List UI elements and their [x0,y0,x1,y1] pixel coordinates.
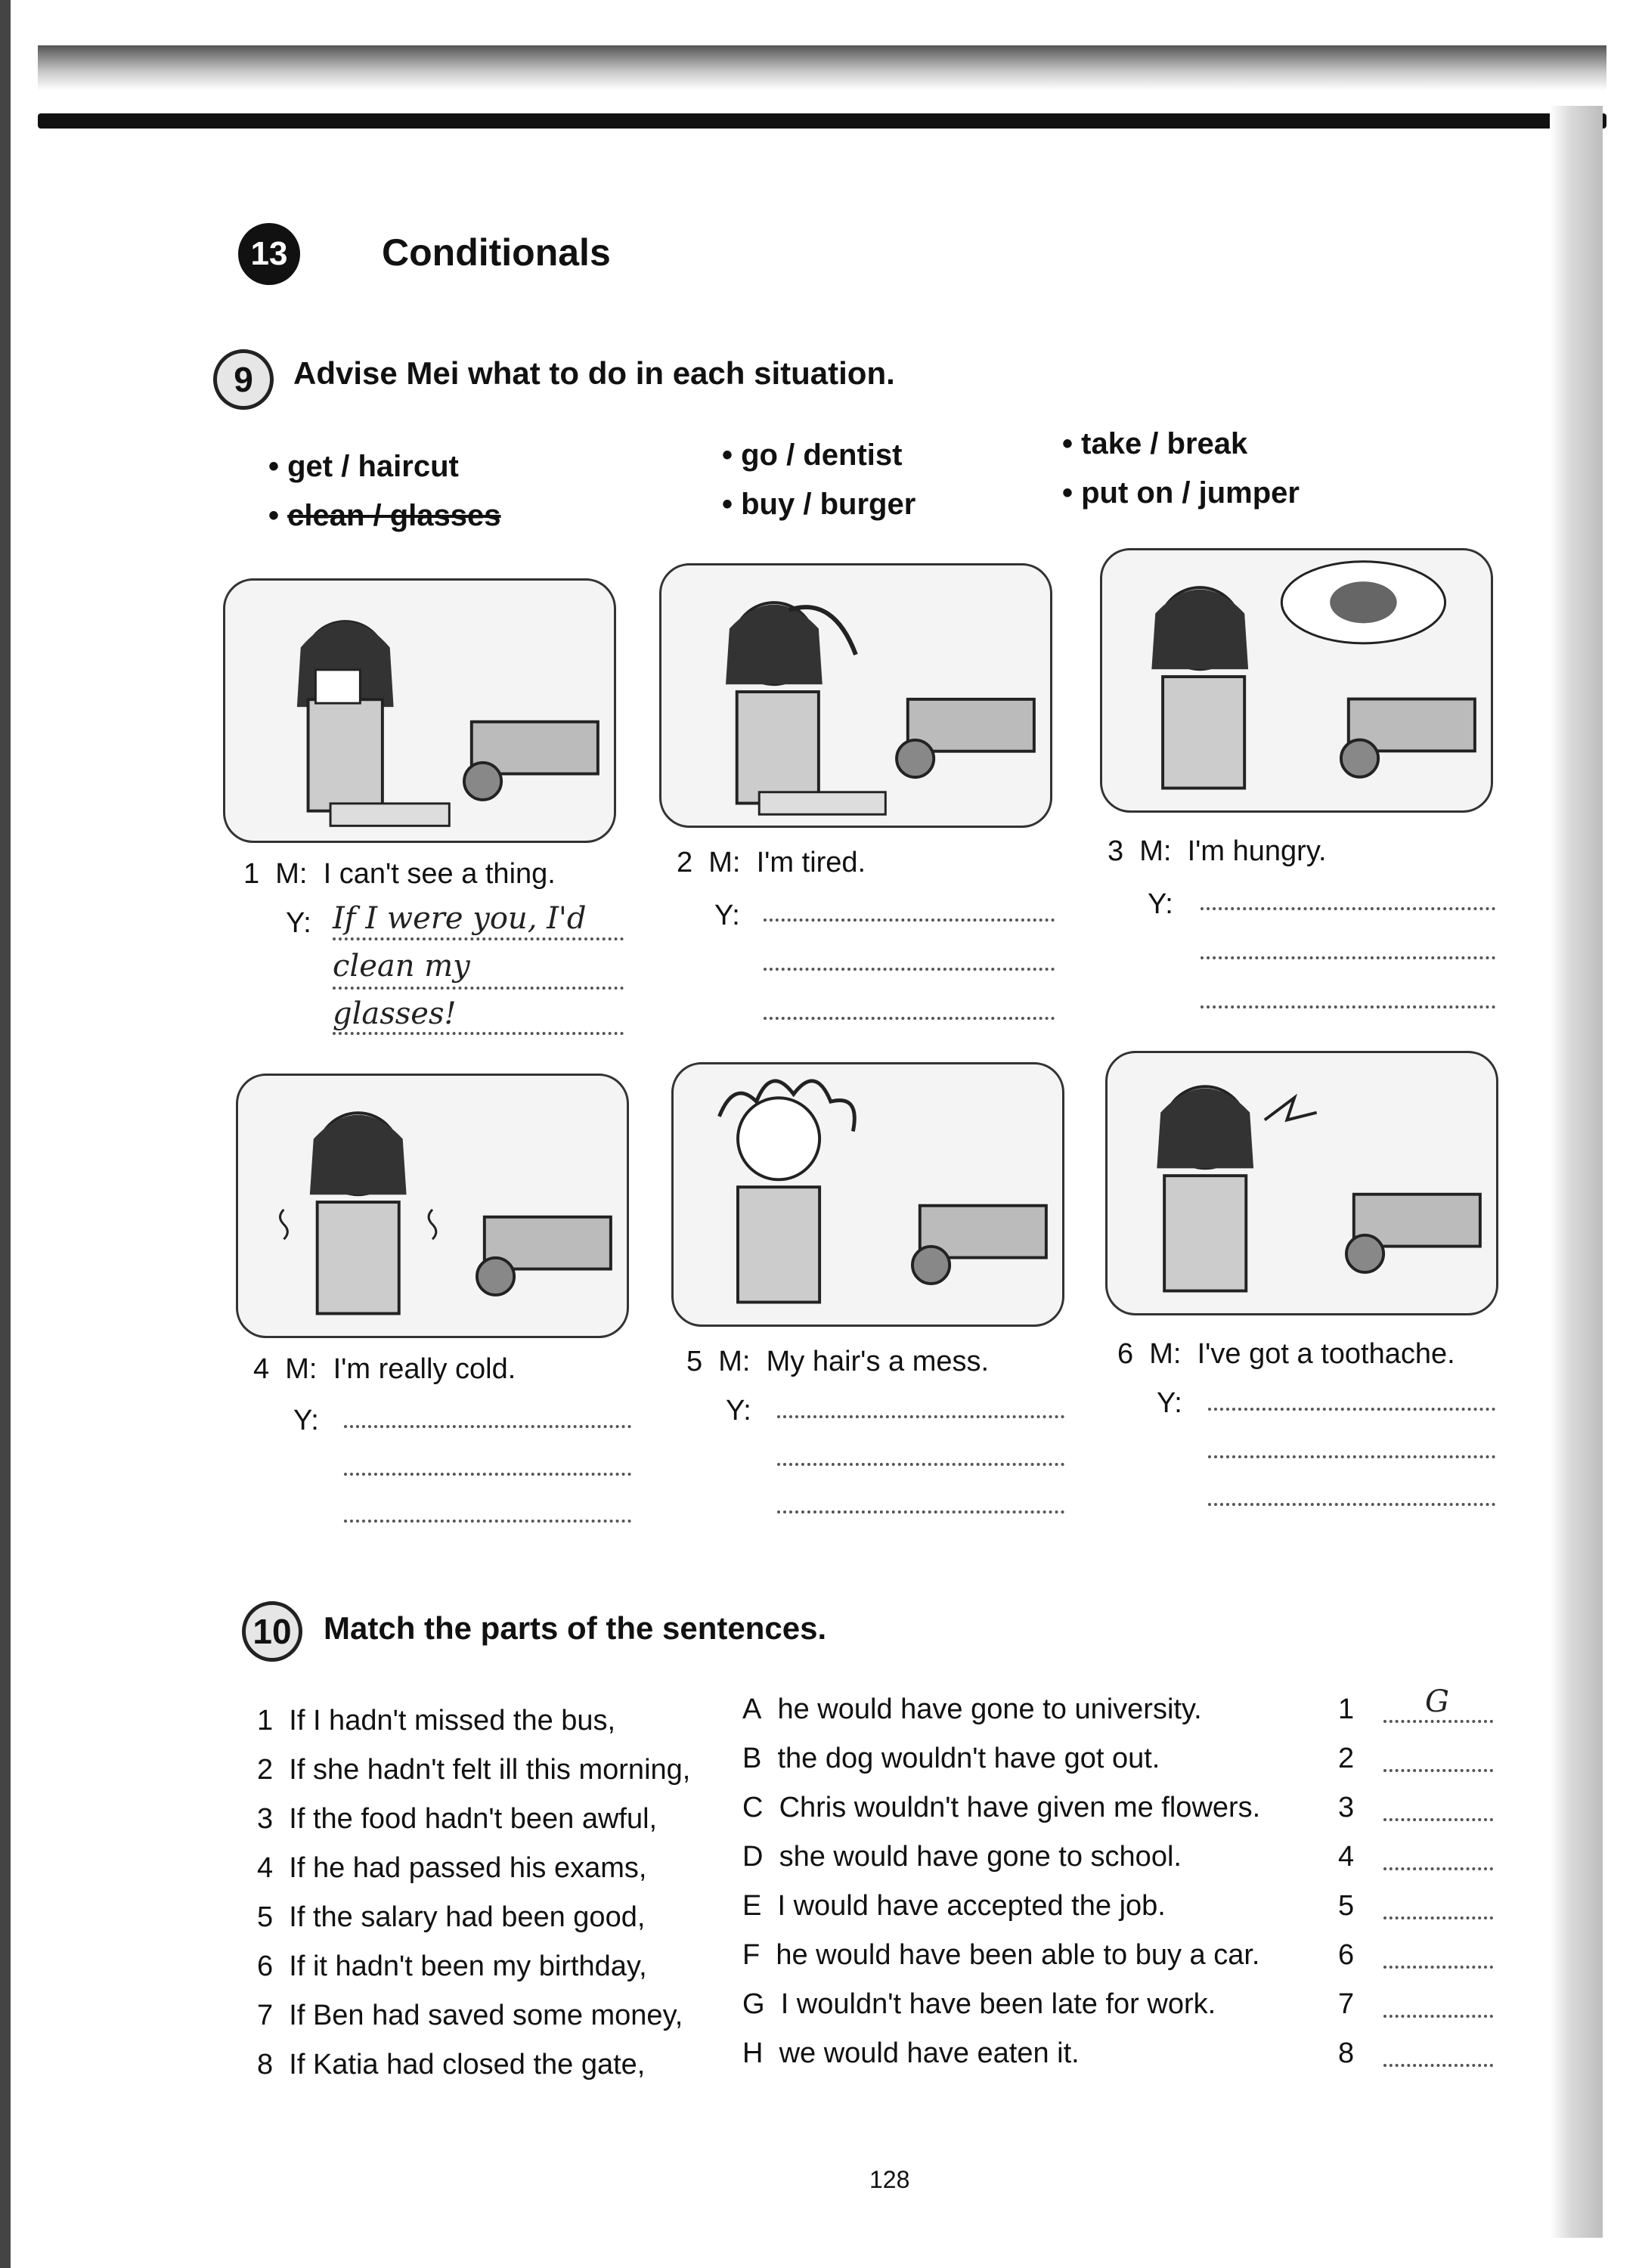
item-6-answer-line-3[interactable] [1208,1503,1495,1506]
illustration-4 [236,1074,629,1338]
sentence-start-5: 5 If the salary had been good, [257,1901,646,1933]
sentence-end-e: E I would have accepted the job. [742,1890,1166,1922]
item-6-prompt: 6 M: I've got a toothache. [1117,1338,1455,1370]
item-5-answer-line-1[interactable] [777,1415,1064,1418]
prompt-item: • clean / glasses [268,499,501,532]
answer-4-line[interactable] [1383,1867,1493,1870]
illustration-6 [1105,1051,1498,1315]
item-3-answer-line-1[interactable] [1201,907,1495,910]
item-4-prompt: 4 M: I'm really cold. [253,1353,516,1385]
prompt-item: • take / break [1062,427,1248,460]
answer-number: 3 [1338,1792,1355,1823]
item-5-y-label: Y: [726,1395,751,1427]
item-6-answer-line-1[interactable] [1208,1408,1495,1411]
item-2-answer-line-2[interactable] [764,968,1055,971]
item-3-answer-line-3[interactable] [1201,1005,1495,1009]
sentence-start-1: 1 If I hadn't missed the bus, [257,1705,616,1737]
item-1-prompt: 1 M: I can't see a thing. [243,858,556,890]
item-5-answer-line-3[interactable] [777,1510,1064,1514]
item-6-answer-line-2[interactable] [1208,1455,1495,1458]
unit-title: Conditionals [382,231,611,274]
prompt-item: • put on / jumper [1062,476,1300,510]
answer-number: 7 [1338,1988,1355,2020]
sentence-end-f: F he would have been able to buy a car. [742,1939,1260,1971]
answer-line [1383,1720,1493,1723]
exercise-10-badge: 10 [242,1601,302,1662]
answer-8-line[interactable] [1383,2064,1493,2067]
sentence-start-7: 7 If Ben had saved some money, [257,2000,683,2031]
header-rule [38,113,1606,129]
item-4-y-label: Y: [293,1405,319,1436]
answer-number: 4 [1338,1841,1355,1873]
scan-top-shadow [38,45,1606,91]
sentence-start-2: 2 If she hadn't felt ill this morning, [257,1754,691,1786]
exercise-9-title: Advise Mei what to do in each situation. [293,355,895,391]
sentence-start-4: 4 If he had passed his exams, [257,1852,647,1884]
sentence-end-b: B the dog wouldn't have got out. [742,1743,1160,1774]
item-3-answer-line-2[interactable] [1201,956,1495,959]
item-1-answer-line-3[interactable]: glasses! [333,996,457,1031]
answer-line [333,1032,624,1035]
sentence-start-8: 8 If Katia had closed the gate, [257,2049,646,2081]
item-6-y-label: Y: [1157,1387,1182,1419]
unit-number-badge: 13 [238,223,300,285]
prompt-item: • get / haircut [268,450,459,483]
sentence-end-a: A he would have gone to university. [742,1693,1202,1725]
scan-left-edge [0,0,11,2268]
answer-number: 2 [1338,1743,1355,1774]
item-4-answer-line-1[interactable] [344,1425,631,1428]
item-3-prompt: 3 M: I'm hungry. [1108,835,1327,867]
sentence-end-c: C Chris wouldn't have given me flowers. [742,1792,1261,1823]
exercise-10-title: Match the parts of the sentences. [324,1610,827,1646]
exercise-9-badge: 9 [213,349,274,410]
answer-line [333,987,624,990]
item-2-y-label: Y: [714,900,740,931]
answer-number: 6 [1338,1939,1355,1971]
sentence-end-h: H we would have eaten it. [742,2037,1080,2069]
illustration-2 [659,563,1052,828]
scan-right-edge [1550,106,1603,2238]
prompt-item: • buy / burger [722,488,916,521]
answer-number: 5 [1338,1890,1355,1922]
answer-3-line[interactable] [1383,1818,1493,1821]
item-4-answer-line-2[interactable] [344,1473,631,1476]
sentence-start-3: 3 If the food hadn't been awful, [257,1803,658,1835]
illustration-3 [1100,548,1493,813]
answer-line [333,937,624,940]
sentence-end-g: G I wouldn't have been late for work. [742,1988,1216,2020]
answer-number: 1 [1338,1693,1355,1725]
answer-7-line[interactable] [1383,2015,1493,2018]
sentence-end-d: D she would have gone to school. [742,1841,1182,1873]
illustration-1 [223,578,616,843]
answer-6-line[interactable] [1383,1966,1493,1969]
answer-2-line[interactable] [1383,1769,1493,1772]
item-5-prompt: 5 M: My hair's a mess. [686,1346,990,1377]
item-4-answer-line-3[interactable] [344,1520,631,1523]
item-2-answer-line-1[interactable] [764,919,1055,922]
item-1-y-label: Y: [286,907,311,939]
item-2-prompt: 2 M: I'm tired. [677,847,866,878]
item-5-answer-line-2[interactable] [777,1463,1064,1466]
item-3-y-label: Y: [1148,888,1173,920]
item-2-answer-line-3[interactable] [764,1017,1055,1020]
item-1-answer-line-2[interactable]: clean my [333,949,470,984]
illustration-5 [671,1062,1064,1327]
sentence-start-6: 6 If it hadn't been my birthday, [257,1950,647,1982]
answer-5-line[interactable] [1383,1916,1493,1919]
item-1-answer-line-1[interactable]: If I were you, I'd [333,901,587,936]
prompt-item: • go / dentist [722,438,903,472]
answer-number: 8 [1338,2037,1355,2069]
answer-1-value[interactable]: G [1425,1684,1449,1719]
page-number: 128 [869,2166,910,2193]
